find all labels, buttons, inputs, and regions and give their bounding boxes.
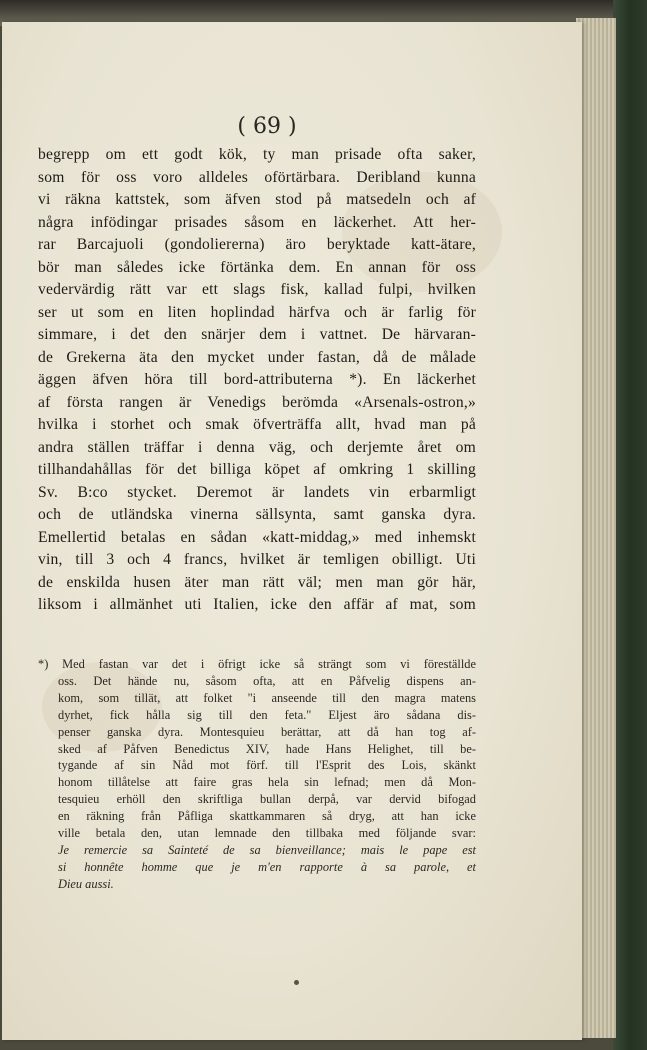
body-line: liksom i allmänhet uti Italien, icke den affär af mat, som [38, 596, 476, 613]
footnote-line: honom tillåtelse att faire gras hela sin lefnad; men då Mon- [58, 775, 476, 790]
body-line: begrepp om ett godt kök, ty man prisade ofta saker, [38, 146, 476, 163]
page-edges [576, 18, 616, 1038]
body-line: och de utländska vinerna sällsynta, samt ganska dyra. [38, 506, 476, 523]
body-line: af första rangen är Venedigs berömda «Arsenals-ostron,» [38, 393, 476, 411]
footnote-line: tesquieu erhöll den skriftliga bullan derpå, var dervid bifogad [58, 792, 476, 807]
body-line: äggen äfven höra till bord-attributerna *). En läckerhet [38, 371, 476, 388]
body-line: Emellertid betalas en sådan «katt-middag,» med inhemskt [38, 528, 476, 546]
body-line: vi räkna kattstek, som äfven stod på matsedeln och af [38, 191, 476, 208]
book-binding [613, 0, 647, 1050]
body-line: hvilka i storhet och smak öfverträffa allt, hvad man på [38, 416, 476, 433]
footnote-line: en räkning från Påfliga skattkammaren så dryg, att han icke [58, 809, 476, 824]
footnote-line: Dieu aussi. [58, 876, 114, 891]
body-line: rar Barcajuoli (gondoliererna) äro beryktade katt-ätare, [38, 236, 476, 253]
body-line: som för oss voro alldeles oförtärbara. Deribland kunna [38, 168, 476, 186]
body-line: tillhandahållas för det billiga köpet af omkring 1 skilling [38, 461, 476, 478]
body-line: andra ställen träffar i denna väg, och derjemte året om [38, 438, 476, 456]
body-line: ser ut som en liten hoplindad härfva och är farlig för [38, 303, 476, 321]
footnote [38, 656, 476, 893]
body-line: bör man således icke förtänka dem. En annan för oss [38, 258, 476, 276]
book-page [2, 22, 582, 1040]
footnote-line: penser ganska dyra. Montesquieu berättar, att då han tog af- [58, 724, 476, 739]
footnote-line: kom, som tillät, att folket "i anseende till den magra matens [58, 690, 476, 705]
footnote-line: *) Med fastan var det i öfrigt icke så strängt som vi föreställde [38, 657, 476, 671]
footnote-line: dyrhet, fick hålla sig till den feta." Eljest äro sådana dis- [58, 707, 476, 722]
body-line: Sv. B:co stycket. Deremot är landets vin erbarmligt [38, 483, 476, 501]
body-line: vedervärdig rätt var ett slags fisk, kallad fulpi, hvilken [38, 281, 476, 298]
body-line: simmare, i det den snärjer dem i vattnet. De härvaran- [38, 326, 476, 343]
body-line: de Grekerna äta den mycket under fastan, då de målade [38, 348, 476, 366]
footnote-line: si honnête homme que je m'en rapporte à sa parole, et [58, 859, 476, 874]
body-line: några infödingar prisades såsom en läckerhet. Att her- [38, 213, 476, 231]
footnote-line: oss. Det hände nu, såsom ofta, att en Påfvelig dispens an- [58, 673, 476, 688]
footnote-line: ville betala den, utan lemnade den tillbaka med följande svar: [58, 826, 476, 841]
footnote-line: tygande af sin Nåd mot förf. till l'Esprit des Lois, skänkt [58, 758, 476, 773]
ink-mark [294, 980, 299, 985]
footnote-line: Je remercie sa Sainteté de sa bienveillance; mais le pape est [58, 842, 476, 857]
body-line: vin, till 3 och 4 francs, hvilket är temligen obilligt. Uti [38, 551, 476, 568]
page-number: ( 69 ) [237, 114, 297, 139]
footnote-line: sked af Påfven Benedictus XIV, hade Hans Helighet, till be- [58, 741, 476, 756]
body-line: de enskilda husen äter man rätt väl; men man gör här, [38, 573, 476, 591]
body-text [38, 144, 476, 617]
